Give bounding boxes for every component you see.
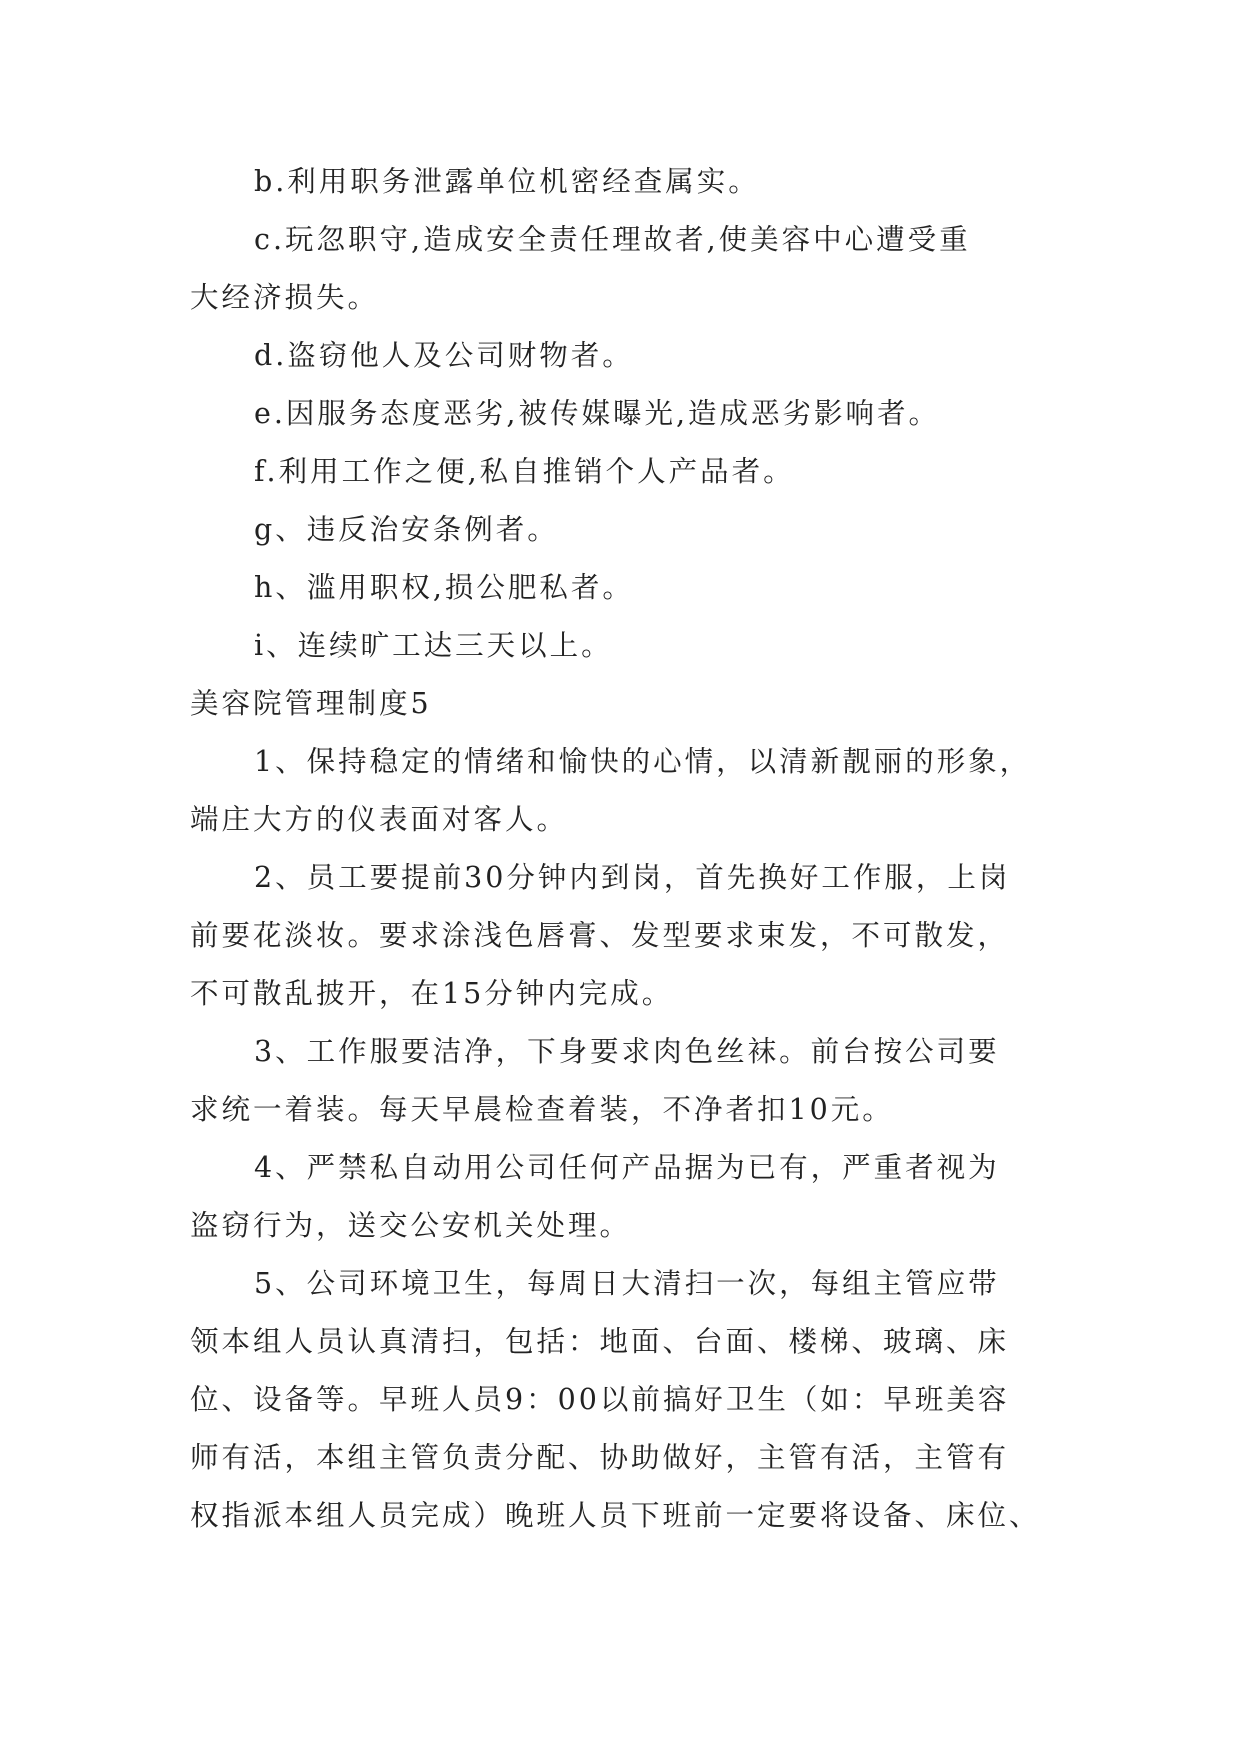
- rule-item-g: g、违反治安条例者。: [254, 513, 559, 546]
- paragraph-5-line-5: 权指派本组人员完成）晚班人员下班前一定要将设备、床位、: [190, 1499, 1041, 1532]
- rule-item-d: d.盗窃他人及公司财物者。: [254, 339, 634, 372]
- paragraph-1-line-1: 1、保持稳定的情绪和愉快的心情，以清新靓丽的形象，: [254, 745, 1032, 778]
- rule-item-f: f.利用工作之便,私自推销个人产品者。: [254, 455, 795, 488]
- paragraph-5-line-4: 师有活，本组主管负责分配、协助做好，主管有活，主管有: [190, 1441, 1010, 1474]
- rule-item-b: b.利用职务泄露单位机密经查属实。: [254, 165, 760, 198]
- paragraph-3-line-2: 求统一着装。每天早晨检查着装，不净者扣10元。: [190, 1093, 894, 1126]
- paragraph-2-line-1: 2、员工要提前30分钟内到岗，首先换好工作服，上岗: [254, 861, 1011, 894]
- rule-item-h: h、滥用职权,损公肥私者。: [254, 571, 634, 604]
- rule-item-c-continued: 大经济损失。: [190, 281, 380, 314]
- rule-item-c: c.玩忽职守,造成安全责任理故者,使美容中心遭受重: [254, 223, 971, 256]
- paragraph-4-line-1: 4、严禁私自动用公司任何产品据为已有，严重者视为: [254, 1151, 1000, 1184]
- document-body: [190, 153, 1050, 1545]
- rule-item-e: e.因服务态度恶劣,被传媒曝光,造成恶劣影响者。: [254, 397, 941, 430]
- paragraph-3-line-1: 3、工作服要洁净，下身要求肉色丝袜。前台按公司要: [254, 1035, 1000, 1068]
- rule-item-i: i、连续旷工达三天以上。: [254, 629, 613, 662]
- paragraph-4-line-2: 盗窃行为，送交公安机关处理。: [190, 1209, 632, 1242]
- paragraph-5-line-1: 5、公司环境卫生，每周日大清扫一次，每组主管应带: [254, 1267, 1000, 1300]
- paragraph-2-line-2: 前要花淡妆。要求涂浅色唇膏、发型要求束发，不可散发，: [190, 919, 1010, 952]
- paragraph-2-line-3: 不可散乱披开，在15分钟内完成。: [190, 977, 674, 1010]
- paragraph-1-line-2: 端庄大方的仪表面对客人。: [190, 803, 569, 836]
- section-heading: 美容院管理制度5: [190, 687, 432, 720]
- paragraph-5-line-3: 位、设备等。早班人员9：00以前搞好卫生（如：早班美容: [190, 1383, 1010, 1416]
- paragraph-5-line-2: 领本组人员认真清扫，包括：地面、台面、楼梯、玻璃、床: [190, 1325, 1010, 1358]
